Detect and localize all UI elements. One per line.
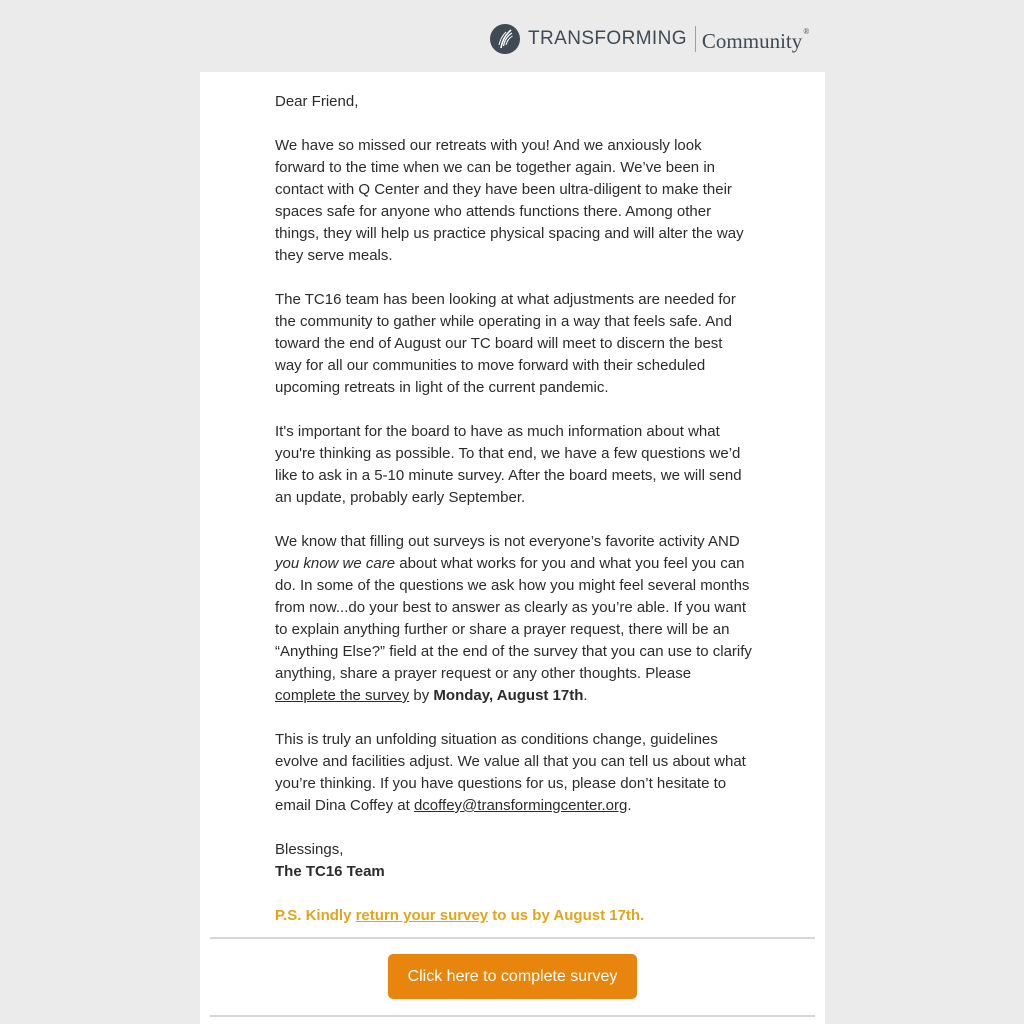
logo-divider (695, 26, 696, 52)
postscript: P.S. Kindly return your survey to us by August 17th. (275, 907, 645, 924)
leaf-logo-icon (490, 24, 520, 54)
return-survey-link[interactable]: return your survey (355, 907, 489, 924)
closing: Blessings, (275, 841, 344, 858)
logo-wordmark-community: Community® (701, 26, 810, 53)
paragraph-tc16-team: The TC16 team has been looking at what adjustments are needed for the community to gather while operating in a way that feels safe. And toward the end of August our TC board will meet to discern the best way for all our communities to move forward with their scheduled upcoming retreats in light of the current pandemic. (275, 291, 736, 396)
paragraph-board-survey: It's important for the board to have as much information about what you're thinking as possible. To that end, we have a few questions we’d like to ask in a 5-10 minute survey. After the board meets, we will send an update, probably early September. (275, 423, 742, 506)
email-dcoffey-link[interactable]: dcoffey@transformingcenter.org (413, 797, 628, 814)
complete-survey-button[interactable]: Click here to complete survey (388, 954, 637, 999)
signature: The TC16 Team (275, 863, 385, 880)
transforming-community-logo[interactable] (490, 24, 809, 54)
email-header (0, 0, 1024, 72)
paragraph-survey-request: We know that filling out surveys is not everyone’s favorite activity AND you know we care about what works for you and what you feel you can do. In some of the questions we ask how you might feel several months from now...do your best to answer as clearly as you’re able. If you want to explain anything further or share a prayer request, there will be an “Anything Else?” field at the end of the survey that you can use to clarify anything, share a prayer request or any other thoughts. Please complete the survey by Monday, August 17th. (275, 533, 752, 704)
deadline-date: Monday, August 17th (433, 687, 584, 704)
emphasis-you-know-we-care: you know we care (275, 555, 396, 572)
divider-bottom (210, 1015, 815, 1017)
paragraph-contact: This is truly an unfolding situation as conditions change, guidelines evolve and facilities adjust. We value all that you can tell us about what you’re thinking. If you have questions for us, please don’t hesitate to email Dina Coffey at dcoffey@transformingcenter.org. (275, 731, 746, 814)
logo-wordmark-transforming: TRANSFORMING (528, 28, 687, 49)
greeting: Dear Friend, (275, 93, 359, 110)
signoff (275, 839, 753, 883)
email-body-card (200, 72, 825, 1024)
paragraph-retreats: We have so missed our retreats with you! And we anxiously look forward to the time when we can be together again. We’ve been in contact with Q Center and they have been ultra-diligent to make their spaces safe for anyone who attends functions there. Among other things, they will help us practice physical spacing and will alter the way they serve meals. (275, 137, 744, 264)
letter-content (275, 91, 753, 949)
divider-top (210, 937, 815, 939)
complete-survey-link[interactable]: complete the survey (275, 687, 410, 704)
